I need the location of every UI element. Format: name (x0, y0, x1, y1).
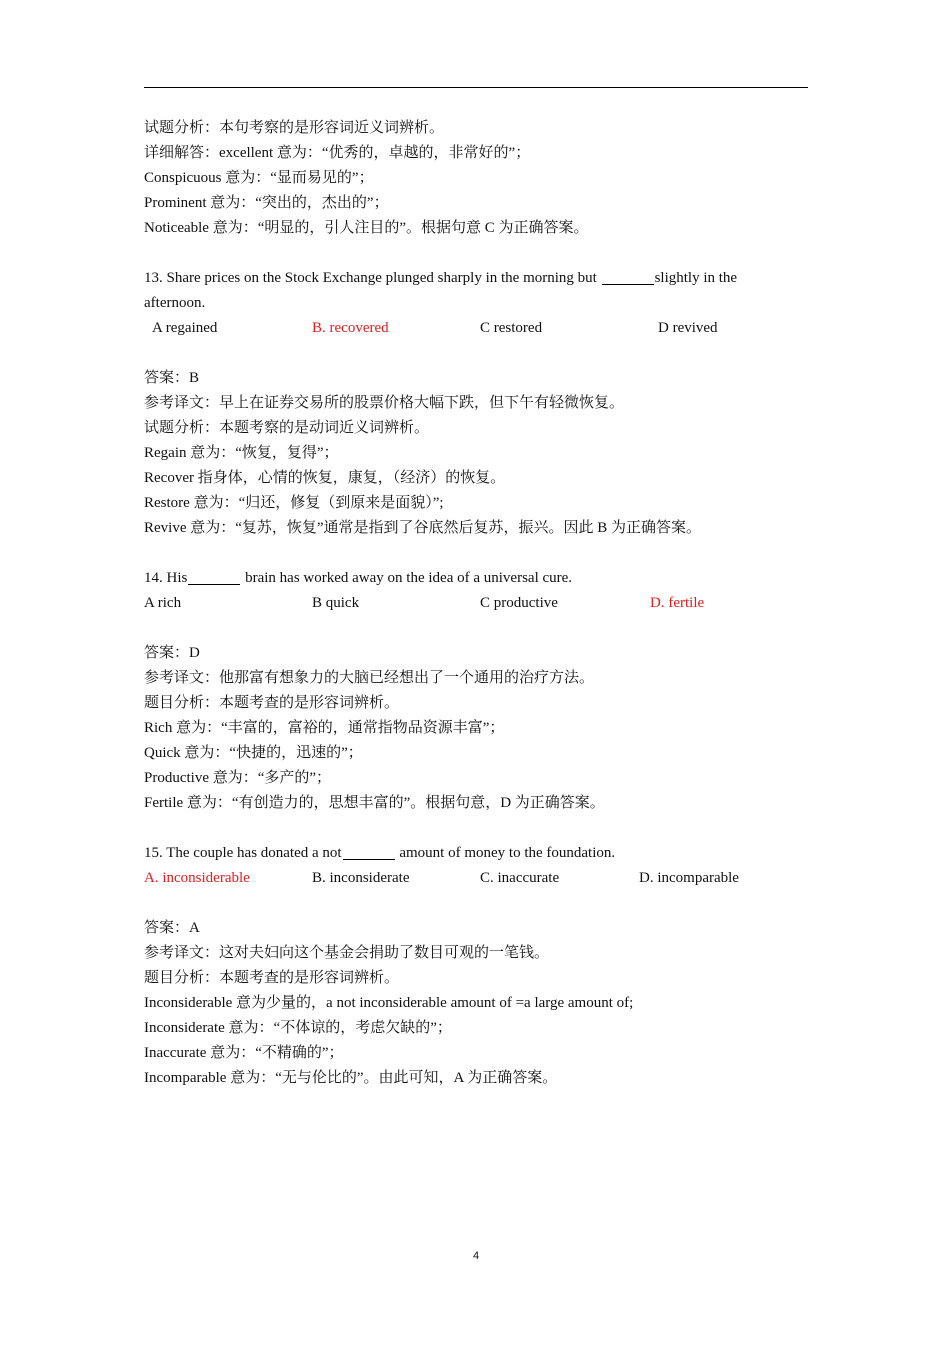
question-14-stem: 14. His brain has worked away on the idea of a universal cure. (144, 570, 573, 586)
option-c: C restored (480, 320, 543, 336)
explain-line: Productive 意为：“多产的”； (144, 770, 332, 786)
question-14-options (144, 591, 814, 616)
analysis-line: 试题分析：本句考察的是形容词近义词辨析。 (144, 120, 445, 136)
explain-line: 题目分析：本题考查的是形容词辨析。 (144, 970, 400, 986)
question-13-options (144, 316, 814, 341)
analysis-line: Prominent 意为：“突出的，杰出的”； (144, 195, 389, 211)
option-a-correct: A. inconsiderable (144, 870, 250, 886)
answer-blank (343, 843, 395, 860)
explain-line: Fertile 意为：“有创造力的，思想丰富的”。根据句意，D 为正确答案。 (144, 795, 605, 811)
explain-line: Inconsiderable 意为少量的，a not inconsiderable amount of =a large amount of; (144, 995, 634, 1011)
explain-line: Rich 意为：“丰富的，富裕的，通常指物品资源丰富”； (144, 720, 505, 736)
option-c: C productive (480, 595, 558, 611)
explain-line: 参考译文：早上在证券交易所的股票价格大幅下跌，但下午有轻微恢复。 (144, 395, 625, 411)
answer-line: 答案：D (144, 645, 200, 661)
explain-line: 试题分析：本题考察的是动词近义词辨析。 (144, 420, 430, 436)
explain-line: Quick 意为：“快捷的，迅速的”； (144, 745, 363, 761)
explain-line: Recover 指身体，心情的恢复，康复，（经济）的恢复。 (144, 470, 506, 486)
explain-line: 参考译文：他那富有想象力的大脑已经想出了一个通用的治疗方法。 (144, 670, 595, 686)
question-13-stem: 13. Share prices on the Stock Exchange plunged sharply in the morning but slightly in the (144, 270, 738, 286)
explain-line: Regain 意为：“恢复，复得”； (144, 445, 339, 461)
explain-line: Incomparable 意为：“无与伦比的”。由此可知，A 为正确答案。 (144, 1070, 558, 1086)
explain-line: 题目分析：本题考查的是形容词辨析。 (144, 695, 400, 711)
option-d: D. incomparable (639, 870, 739, 886)
analysis-line: 详细解答：excellent 意为：“优秀的，卓越的，非常好的”； (144, 145, 531, 161)
explain-line: Restore 意为：“归还，修复（到原来是面貌）”; (144, 495, 444, 511)
document-body (144, 116, 814, 1091)
header-rule (144, 87, 808, 88)
option-d: D revived (658, 320, 718, 336)
option-a: A regained (152, 320, 218, 336)
question-13-stem-continued: afternoon. (144, 295, 206, 311)
explain-line: 参考译文：这对夫妇向这个基金会捐助了数目可观的一笔钱。 (144, 945, 550, 961)
analysis-line: Noticeable 意为：“明显的，引人注目的”。根据句意 C 为正确答案。 (144, 220, 589, 236)
explain-line: Revive 意为：“复苏，恢复”通常是指到了谷底然后复苏，振兴。因此 B 为正确答案。 (144, 520, 702, 536)
option-a: A rich (144, 595, 182, 611)
option-b: B quick (312, 595, 360, 611)
answer-line: 答案：B (144, 370, 200, 386)
question-15-options (144, 866, 814, 891)
explain-line: Inaccurate 意为：“不精确的”； (144, 1045, 344, 1061)
answer-blank (602, 268, 654, 285)
option-b-correct: B. recovered (312, 320, 389, 336)
option-d-correct: D. fertile (650, 595, 705, 611)
option-b: B. inconsiderate (312, 870, 410, 886)
explain-line: Inconsiderate 意为：“不体谅的，考虑欠缺的”； (144, 1020, 452, 1036)
option-c: C. inaccurate (480, 870, 560, 886)
answer-blank (188, 568, 240, 585)
analysis-line: Conspicuous 意为：“显而易见的”； (144, 170, 374, 186)
question-15-stem: 15. The couple has donated a not amount of money to the foundation. (144, 845, 616, 861)
answer-line: 答案：A (144, 920, 200, 936)
page-number: 4 (472, 1250, 480, 1262)
